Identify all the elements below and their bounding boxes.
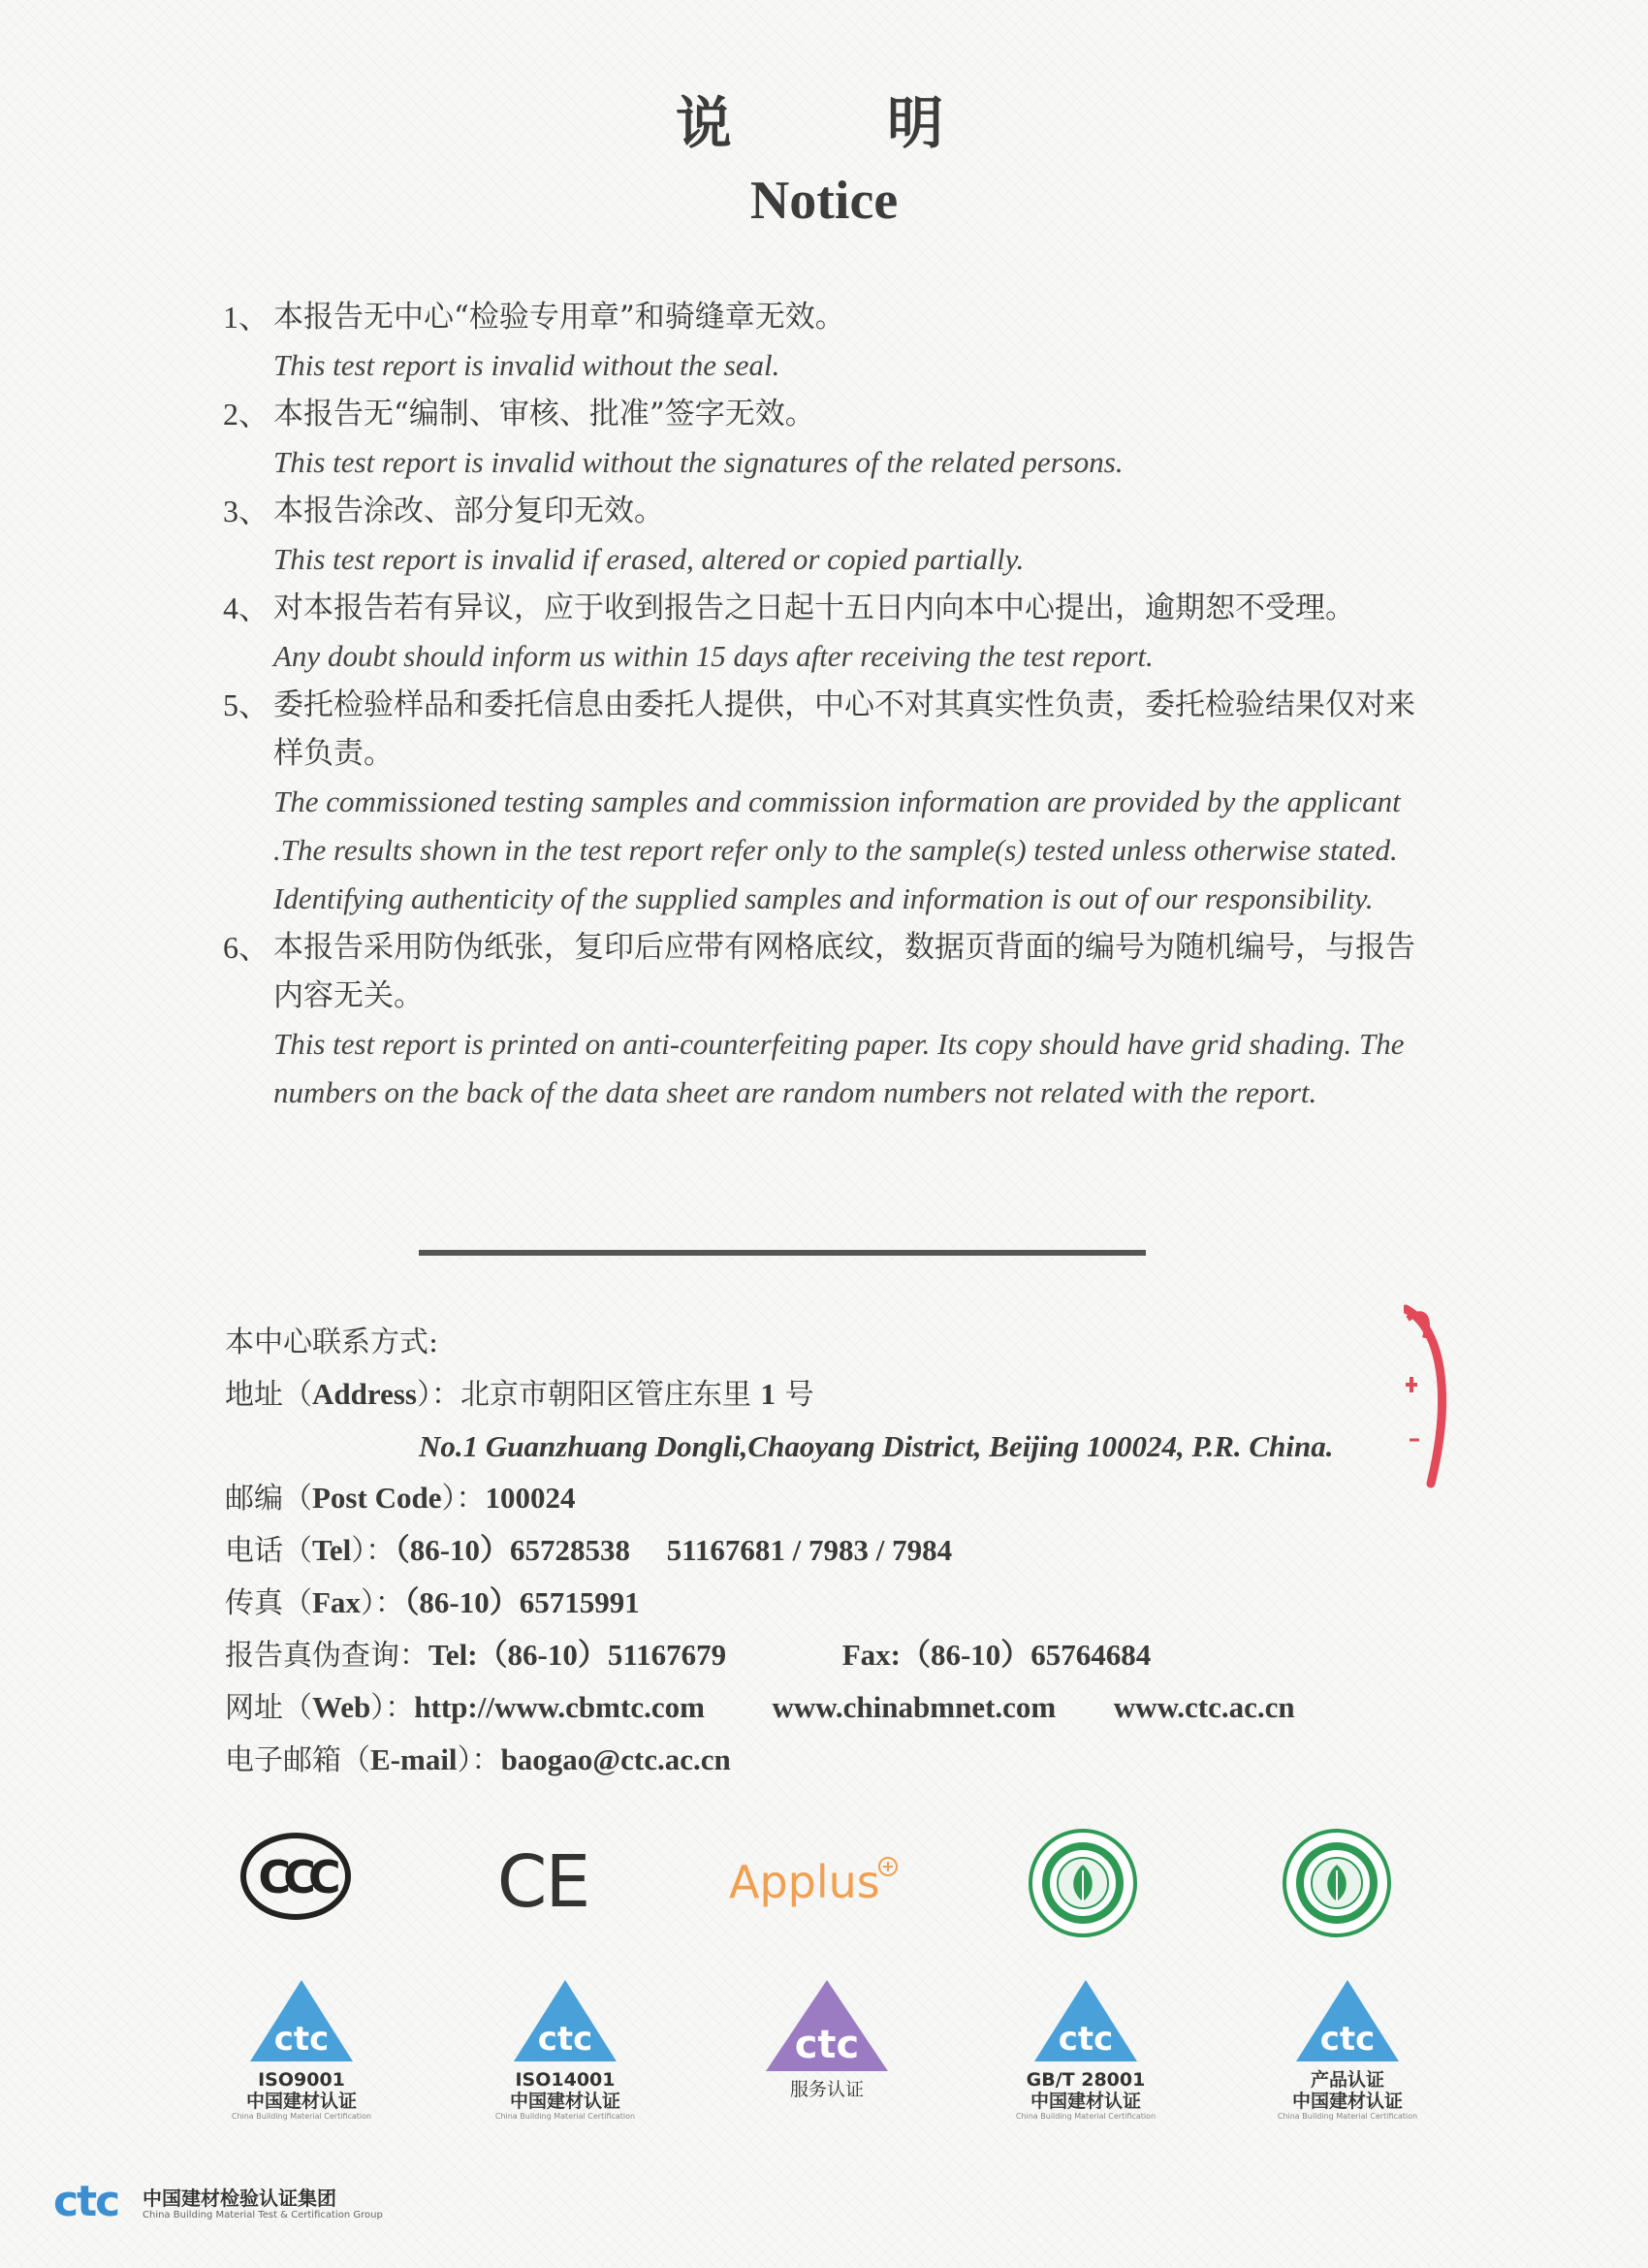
cert-sub: China Building Material Certification (494, 2112, 636, 2121)
svg-text:ctc: ctc (1319, 2020, 1376, 2059)
cert-sub: China Building Material Certification (231, 2112, 372, 2121)
notice-item-1 (223, 293, 1444, 390)
address-label-cn: 地址（ (225, 1378, 312, 1412)
verify-line (225, 1629, 1485, 1681)
fax-label-cn: 传真（ (225, 1586, 312, 1620)
verify-tel-label: Tel: (428, 1638, 478, 1672)
web-link-2[interactable]: www.chinabmnet.com (772, 1690, 1057, 1724)
red-seal-fragment (1404, 1299, 1462, 1493)
ctc-triangle-icon (248, 1978, 355, 2065)
item-text-cn: 本报告无中心“检验专用章”和骑缝章无效。 (273, 300, 845, 335)
fax-number: 65715991 (519, 1585, 640, 1619)
tel-label-end: ）： (351, 1534, 396, 1568)
ctc-logo: ctc (53, 2177, 119, 2226)
item-text-cn: 委托检验样品和委托信息由委托人提供，中心不对其真实性负责，委托检验结果仅对来样负责。 (273, 687, 1415, 771)
verify-fax-prefix: （86-10） (900, 1638, 1031, 1672)
notice-item-4 (223, 584, 1444, 681)
item-text-en: This test report is invalid without the signatures of the related persons. (273, 445, 1124, 479)
post-code-line (225, 1472, 1485, 1524)
post-label-en: Post Code (312, 1481, 442, 1515)
email-link[interactable]: baogao@ctc.ac.cn (500, 1742, 731, 1776)
tel-prefix: （86-10） (395, 1533, 511, 1567)
contact-section (225, 1317, 1485, 1786)
applus-logo (725, 1847, 909, 1915)
web-link-3[interactable]: www.ctc.ac.cn (1113, 1690, 1295, 1724)
address-label-en: Address (312, 1377, 417, 1411)
notice-list (223, 293, 1444, 1117)
cert-code: GB/T 28001 (1026, 2069, 1146, 2091)
fax-label-end: ）： (360, 1586, 404, 1620)
ccc-logo-text: CCC (258, 1851, 333, 1903)
web-label-end: ）： (370, 1691, 415, 1725)
email-label-cn: 电子邮箱（ (225, 1743, 370, 1777)
item-text-cn: 本报告涂改、部分复印无效。 (273, 494, 664, 528)
group-name-cn: 中国建材检验认证集团 (143, 2187, 336, 2210)
address-number: 1 (760, 1377, 776, 1411)
contact-heading: 本中心联系方式: (225, 1326, 439, 1359)
fax-prefix: （86-10） (403, 1585, 520, 1619)
notice-item-5 (223, 681, 1444, 923)
item-text-en: This test report is printed on anti-counterfeiting paper. Its copy should have grid shading. The numbers on the back of the data sheet are random numbers not related with the report. (273, 1027, 1405, 1109)
email-label-en: E-mail (370, 1742, 458, 1776)
green-cert-seal-2 (1282, 1828, 1393, 1939)
group-name-en: China Building Material Test & Certification Group (143, 2210, 383, 2220)
tel-label-cn: 电话（ (225, 1534, 312, 1568)
verify-label: 报告真伪查询： (225, 1639, 428, 1673)
item-text-en: This test report is invalid without the seal. (273, 348, 780, 382)
svg-text:ctc: ctc (794, 2023, 860, 2067)
ce-logo (494, 1842, 591, 1920)
verify-fax: 65764684 (1030, 1638, 1152, 1672)
item-number: 3、 (223, 494, 270, 528)
item-number: 5、 (223, 687, 270, 722)
ctc-gbt28001-logo (1008, 1978, 1163, 2133)
cert-label: 中国建材认证 (1291, 2091, 1403, 2112)
cert-sub: China Building Material Certification (1277, 2112, 1418, 2121)
post-code: 100024 (485, 1481, 576, 1515)
notice-item-2 (223, 390, 1444, 487)
svg-text:ctc: ctc (1058, 2020, 1114, 2059)
web-link-1[interactable]: http://www.cbmtc.com (414, 1690, 705, 1724)
address-line (225, 1368, 1485, 1421)
tel-other: 51167681 / 7983 / 7984 (666, 1533, 953, 1567)
address-en: No.1 Guanzhuang Dongli,Chaoyang District, Beijing 100024, P.R. China. (419, 1429, 1334, 1463)
tel-label-en: Tel (312, 1533, 352, 1567)
item-number: 2、 (223, 397, 270, 431)
address-label-end: ）： (416, 1378, 460, 1412)
page-title-cn: 说 明 (675, 90, 1012, 156)
page-title-en: Notice (749, 171, 899, 231)
item-number: 6、 (223, 930, 270, 965)
ce-logo-text: CE (496, 1842, 589, 1920)
item-text-cn: 对本报告若有异议，应于收到报告之日起十五日内向本中心提出，逾期恕不受理。 (273, 591, 1355, 625)
ctc-iso14001-logo (492, 1978, 638, 2133)
cert-code: ISO9001 (258, 2069, 345, 2091)
ctc-product-cert-logo (1270, 1978, 1425, 2133)
notice-item-3 (223, 487, 1444, 584)
notice-item-6 (223, 923, 1444, 1117)
footer-brand (53, 2177, 538, 2235)
item-text-en: Any doubt should inform us within 15 days after receiving the test report. (273, 639, 1154, 673)
cert-code: ISO14001 (515, 2069, 616, 2091)
cert-label: 中国建材认证 (245, 2091, 357, 2112)
tel-line (225, 1524, 1485, 1577)
green-cert-seal-1 (1028, 1828, 1139, 1939)
ctc-triangle-icon (1294, 1978, 1401, 2065)
ctc-service-logo (754, 1978, 900, 2133)
item-text-cn: 本报告采用防伪纸张，复印后应带有网格底纹，数据页背面的编号为随机编号，与报告内容无关。 (273, 930, 1415, 1013)
svg-text:ctc: ctc (537, 2020, 593, 2059)
fax-label-en: Fax (312, 1585, 361, 1619)
tel-number: 65728538 (510, 1533, 631, 1567)
email-line (225, 1734, 1485, 1786)
cert-label: 中国建材认证 (1030, 2091, 1141, 2112)
email-label-end: ）： (457, 1743, 501, 1777)
fax-line (225, 1577, 1485, 1629)
verify-fax-label: Fax: (841, 1638, 901, 1672)
divider (419, 1250, 1146, 1256)
ctc-triangle-icon (512, 1978, 618, 2065)
item-number: 4、 (223, 591, 270, 625)
item-text-en: The commissioned testing samples and commission information are provided by the applicant .The results shown in the test report refer only to the sample(s) tested unless otherwise stated. Identifying authenticity of the supplied samples and information is out of our responsibility. (273, 784, 1401, 915)
item-text-en: This test report is invalid if erased, altered or copied partially. (273, 542, 1025, 576)
post-label-cn: 邮编（ (225, 1482, 312, 1516)
web-label-en: Web (312, 1690, 371, 1724)
web-line (225, 1681, 1485, 1734)
cert-code: 产品认证 (1310, 2069, 1384, 2091)
ccc-logo (238, 1828, 354, 1925)
item-number: 1、 (223, 300, 270, 335)
cert-label: 中国建材认证 (509, 2091, 620, 2112)
web-label-cn: 网址（ (225, 1691, 312, 1725)
cert-label: 服务认证 (789, 2079, 864, 2100)
verify-tel-prefix: （86-10） (477, 1638, 608, 1672)
ctc-iso9001-logo (229, 1978, 374, 2133)
post-label-end: ）： (441, 1482, 486, 1516)
item-text-cn: 本报告无“编制、审核、批准”签字无效。 (273, 397, 815, 431)
address-cn: 北京市朝阳区管庄东里 (460, 1378, 751, 1412)
verify-tel: 51167679 (607, 1638, 727, 1672)
address-cn-end: 号 (784, 1378, 814, 1412)
applus-logo-text: Applus (729, 1856, 880, 1908)
svg-text:ctc: ctc (273, 2020, 330, 2059)
ctc-triangle-icon (764, 1978, 890, 2075)
cert-sub: China Building Material Certification (1015, 2112, 1157, 2121)
ctc-triangle-icon (1032, 1978, 1139, 2065)
